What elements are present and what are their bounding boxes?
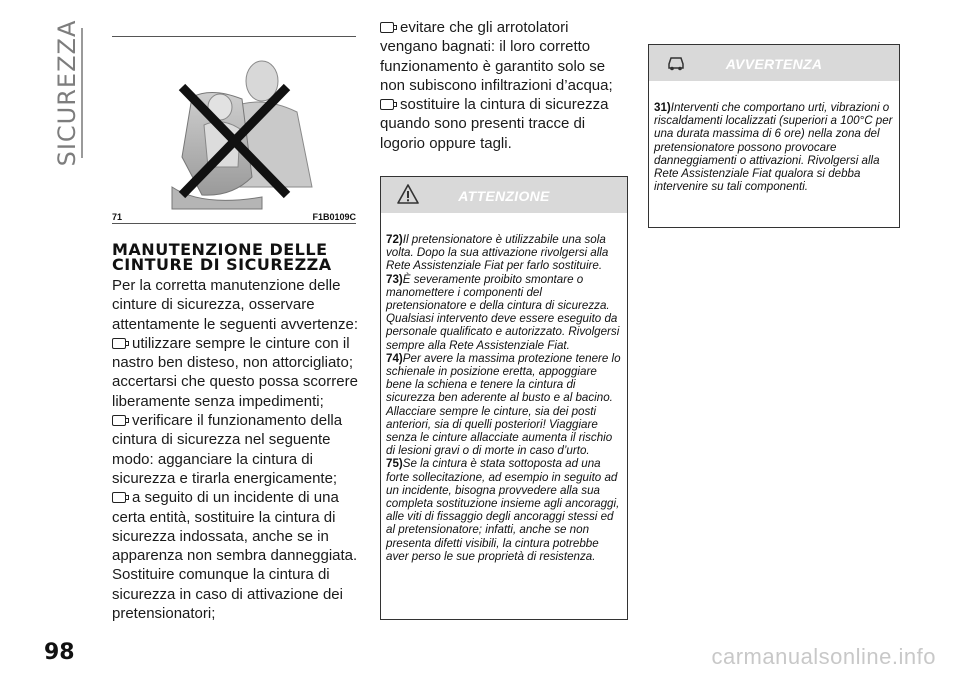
attention-box — [380, 176, 628, 620]
warning-header — [649, 45, 899, 81]
warning-notes — [649, 81, 899, 193]
checkbox-bullet-icon — [112, 492, 126, 503]
figure-number: 71 — [112, 212, 123, 222]
checkbox-bullet-icon — [112, 338, 126, 349]
note-item: 31)Interventi che comportano urti, vibrazioni o riscaldamenti localizzati (superiori a 100°C per una durata massima di 6 ore) nella zona del pretensionatore possono provocare danneggiamenti o attivazioni. Rivolgersi alla Rete Assistenziale Fiat qualora si debba intervenire su tali componenti. — [654, 101, 893, 194]
attention-header — [381, 177, 627, 213]
note-item: 72)Il pretensionatore è utilizzabile una sola volta. Dopo la sua attivazione rivolgersi alla Rete Assistenziale Fiat per farlo sostituire. — [386, 233, 609, 273]
watermark: carmanualsonline.info — [711, 644, 936, 669]
intro-paragraph: Per la corretta manutenzione delle cinture di sicurezza, osservare attentamente le seguenti avvertenze: — [112, 277, 358, 333]
middle-body-text — [380, 18, 630, 153]
section-tab-label: SICUREZZA — [53, 19, 81, 167]
list-item: a seguito di un incidente di una certa entità, sostituire la cintura di sicurezza indossata, anche se in apparenza non sembra danneggiata. Sostituire comunque la cintura di sicurezza in caso di attivazione dei pretensionatori; — [112, 489, 358, 623]
section-tab — [52, 19, 82, 167]
page-number: 98 — [44, 640, 75, 665]
note-item: 74)Per avere la massima protezione tenere lo schienale in posizione eretta, appoggiare bene la schiena e tenere la cintura di sicurezza ben aderente al busto e al bacino. Allacciare sempre le cinture, sia dei posti anteriori, sia di quelli posteriori! Viaggiare senza le cinture allacciate aumenta il rischio di lesioni gravi o di morte in caso d’urto. — [386, 351, 621, 458]
attention-notes — [381, 213, 627, 563]
warning-title: AVVERTENZA — [725, 56, 823, 72]
attention-title: ATTENZIONE — [458, 188, 550, 204]
figure-illustration — [112, 36, 356, 224]
checkbox-bullet-icon — [380, 22, 394, 33]
checkbox-bullet-icon — [112, 415, 126, 426]
figure-code: F1B0109C — [312, 212, 356, 222]
list-item: verificare il funzionamento della cintura di sicurezza nel seguente modo: agganciare la cintura di sicurezza e tirarla energicamente; — [112, 412, 343, 487]
list-item: sostituire la cintura di sicurezza quando sono presenti tracce di logorio oppure tagli. — [380, 96, 609, 152]
child-seat-illustration — [112, 37, 356, 213]
section-divider — [81, 28, 83, 158]
list-item: utilizzare sempre le cinture con il nastro ben disteso, non attorcigliato; accertarsi che questo possa scorrere liberamente senza impedimenti; — [112, 334, 358, 410]
checkbox-bullet-icon — [380, 99, 394, 110]
warning-box — [648, 44, 900, 228]
note-item: 73)È severamente proibito smontare o manomettere i componenti del pretensionatore e della cintura di sicurezza. Qualsiasi intervento deve essere eseguito da personale qualificato e autorizzato. Rivolgersi sempre alla Rete Assistenziale Fiat. — [386, 272, 620, 352]
left-body-text — [112, 276, 362, 623]
note-item: 75)Se la cintura è stata sottoposta ad una forte sollecitazione, ad esempio in seguito ad un incidente, bisogna provvedere alla sua completa sostituzione insieme agli ancoraggi, alle viti di fissaggio degli ancoraggi stessi ed al pretensionatore; infatti, anche se non presenta difetti visibili, la cintura potrebbe aver perso le sue proprietà di resistenza. — [386, 457, 620, 563]
section-heading: MANUTENZIONE DELLE CINTURE DI SICUREZZA — [112, 240, 332, 274]
list-item: evitare che gli arrotolatori vengano bagnati: il loro corretto funzionamento è garantito solo se non subiscono infiltrazioni d’acqua; — [380, 19, 613, 94]
